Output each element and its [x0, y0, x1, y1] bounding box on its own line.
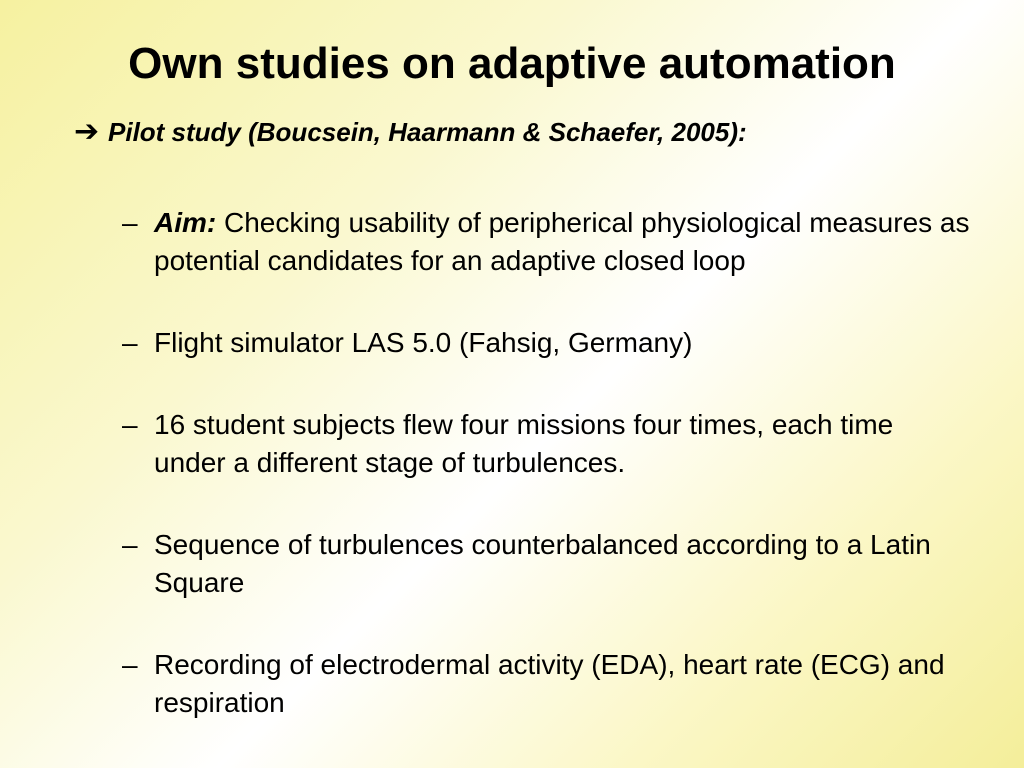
bullet-text: Checking usability of peripherical physiological measures as potential candidates for an adaptive closed loop — [154, 207, 970, 276]
bullet-item-simulator — [122, 324, 972, 362]
dash-marker: – — [122, 409, 138, 440]
subtitle-text: Pilot study (Boucsein, Haarmann & Schaefer, 2005): — [108, 117, 747, 147]
bullet-text: Sequence of turbulences counterbalanced according to a Latin Square — [154, 529, 931, 598]
bullet-text: Flight simulator LAS 5.0 (Fahsig, Germany) — [154, 327, 693, 358]
bullet-list — [122, 204, 972, 766]
bullet-item-aim — [122, 204, 972, 280]
bullet-item-subjects — [122, 406, 972, 482]
bullet-item-sequence — [122, 526, 972, 602]
bullet-text: Recording of electrodermal activity (EDA), heart rate (ECG) and respiration — [154, 649, 945, 718]
bullet-text: 16 student subjects flew four missions four times, each time under a different stage of turbulences. — [154, 409, 894, 478]
dash-marker: – — [122, 327, 138, 358]
slide-title: Own studies on adaptive automation — [128, 39, 896, 88]
dash-marker: – — [122, 649, 138, 680]
arrow-right-icon: ➔ — [74, 115, 100, 148]
dash-marker: – — [122, 207, 138, 238]
dash-marker: – — [122, 529, 138, 560]
bullet-lead: Aim: — [154, 207, 217, 238]
bullet-item-recording — [122, 646, 972, 722]
subtitle — [74, 114, 747, 150]
